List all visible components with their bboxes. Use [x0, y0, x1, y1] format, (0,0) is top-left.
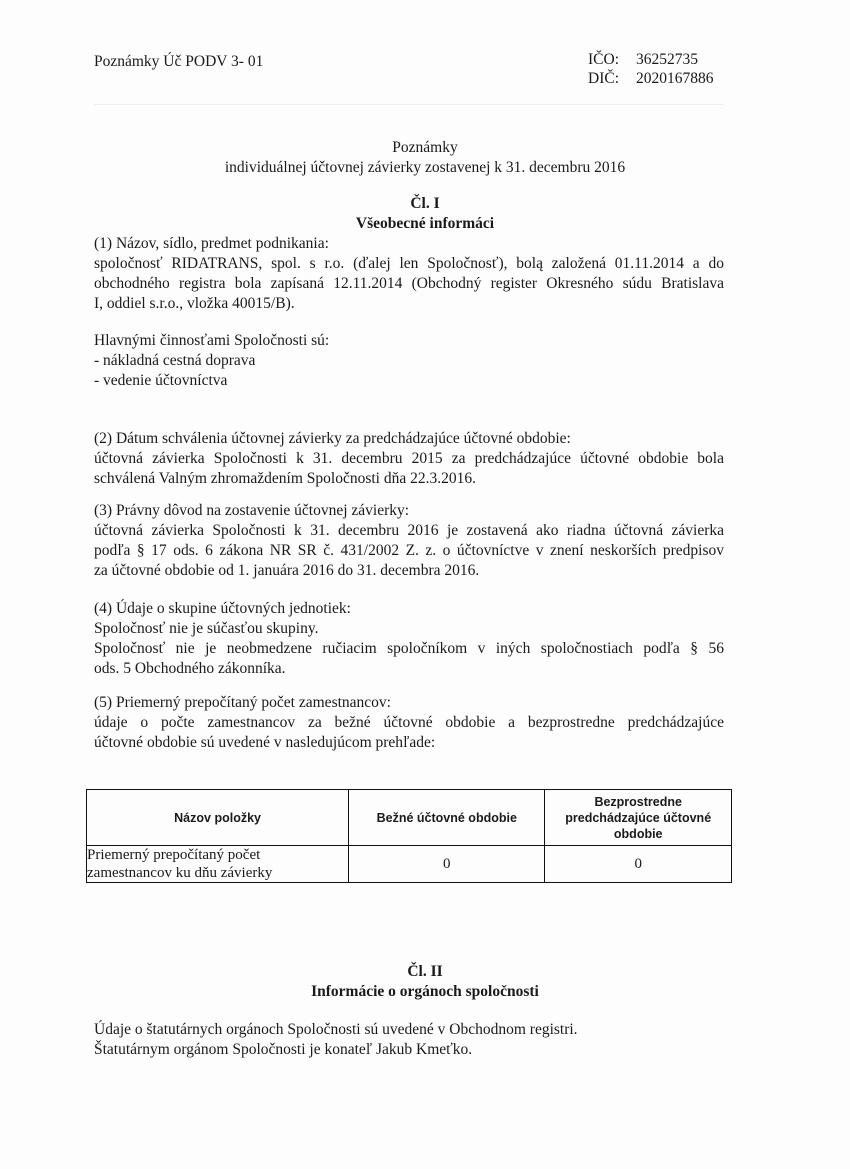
table-header-row	[87, 790, 732, 846]
section-1-number: Čl. I	[410, 195, 440, 212]
paragraph-2	[94, 429, 724, 489]
paragraph-2-line: schválená Valným zhromaždením Spoločnosti dňa 22.3.2016.	[94, 470, 476, 487]
column-header-item-name: Názov položky	[87, 790, 349, 846]
row-item-name	[87, 846, 349, 883]
activities-heading: Hlavnými činnosťami Spoločnosti sú:	[94, 332, 330, 349]
paragraph-4	[94, 599, 724, 679]
activities-list	[94, 331, 724, 391]
paragraph-3-line: účtovná závierka Spoločnosti k 31. decembru 2016 je zostavená ako riadna účtovná závierka	[94, 522, 724, 539]
employees-table	[86, 789, 732, 883]
paragraph-2-line: účtovná závierka Spoločnosti k 31. decembru 2015 za predchádzajúce účtovné obdobie bola	[94, 450, 724, 467]
section-2-heading: Informácie o orgánoch spoločnosti	[311, 983, 539, 1000]
section-2-line: Štatutárnym orgánom Spoločnosti je konateľ Jakub Kmeťko.	[94, 1041, 473, 1058]
header-line: Bezprostredne	[594, 794, 682, 809]
activity-item: - nákladná cestná doprava	[94, 352, 256, 369]
paragraph-3-line: za účtovné obdobie od 1. januára 2016 do 31. decembra 2016.	[94, 562, 480, 579]
row-name-line: zamestnancov ku dňu závierky	[87, 865, 273, 881]
paragraph-1	[94, 234, 724, 314]
document-reference: Poznámky Úč PODV 3- 01	[94, 53, 264, 70]
section-1-heading: Všeobecné informáci	[355, 215, 495, 232]
paragraph-4-line: ods. 5 Obchodného zákonníka.	[94, 660, 286, 677]
paragraph-5	[94, 693, 724, 753]
column-header-current-period: Bežné účtovné obdobie	[349, 790, 545, 846]
paragraph-2-heading: (2) Dátum schválenia účtovnej závierky za predchádzajúce účtovné obdobie:	[94, 430, 571, 447]
row-previous-value: 0	[545, 846, 732, 883]
paragraph-5-heading: (5) Priemerný prepočítaný počet zamestnancov:	[94, 694, 391, 711]
paragraph-1-line: I, oddiel s.r.o., vložka 40015/B).	[94, 295, 295, 312]
section-2-number: Čl. II	[407, 963, 443, 980]
paragraph-3-heading: (3) Právny dôvod na zostavenie účtovnej závierky:	[94, 502, 410, 519]
paragraph-1-line: obchodného registra bola zapísaná 12.11.2014 (Obchodný register Okresného súdu Bratislava	[94, 275, 724, 292]
document-title: Poznámky	[392, 139, 458, 156]
paragraph-5-line: účtovné obdobie sú uvedené v nasledujúcom prehľade:	[94, 734, 436, 751]
paragraph-1-heading: (1) Názov, sídlo, predmet podnikania:	[94, 235, 329, 252]
ico-label: IČO:	[588, 51, 619, 68]
activity-item: - vedenie účtovníctva	[94, 372, 228, 389]
paragraph-4-line: Spoločnosť nie je súčasťou skupiny.	[94, 620, 319, 637]
ico-value: 36252735	[636, 51, 698, 68]
paragraph-4-heading: (4) Údaje o skupine účtovných jednotiek:	[94, 600, 351, 617]
paragraph-4-line: Spoločnosť nie je neobmedzene ručiacim spoločníkom v iných spoločnostiach podľa § 56	[94, 640, 724, 657]
header-line: obdobie	[613, 826, 663, 841]
table-row	[87, 846, 732, 883]
header-line: predchádzajúce účtovné	[565, 810, 712, 825]
row-name-line: Priemerný prepočítaný počet	[87, 847, 261, 863]
paragraph-5-line: údaje o počte zamestnancov za bežné účtovné obdobie a bezprostredne predchádzajúce	[94, 714, 724, 731]
dic-value: 2020167886	[636, 70, 714, 87]
section-2-body	[94, 1020, 724, 1060]
dic-label: DIČ:	[588, 70, 619, 87]
paragraph-3	[94, 501, 724, 581]
row-current-value: 0	[349, 846, 545, 883]
paragraph-1-line: spoločnosť RIDATRANS, spol. s r.o. (ďalej len Spoločnosť), bolą založená 01.11.2014 a do	[94, 255, 724, 272]
column-header-previous-period	[545, 790, 732, 846]
paragraph-3-line: podľa § 17 ods. 6 zákona NR SR č. 431/2002 Z. z. o účtovníctve v znení neskorších predpisov	[94, 542, 724, 559]
document-subtitle: individuálnej účtovnej závierky zostavenej k 31. decembru 2016	[224, 159, 626, 176]
section-2-line: Údaje o štatutárnych orgánoch Spoločnosti sú uvedené v Obchodnom registri.	[94, 1021, 578, 1038]
